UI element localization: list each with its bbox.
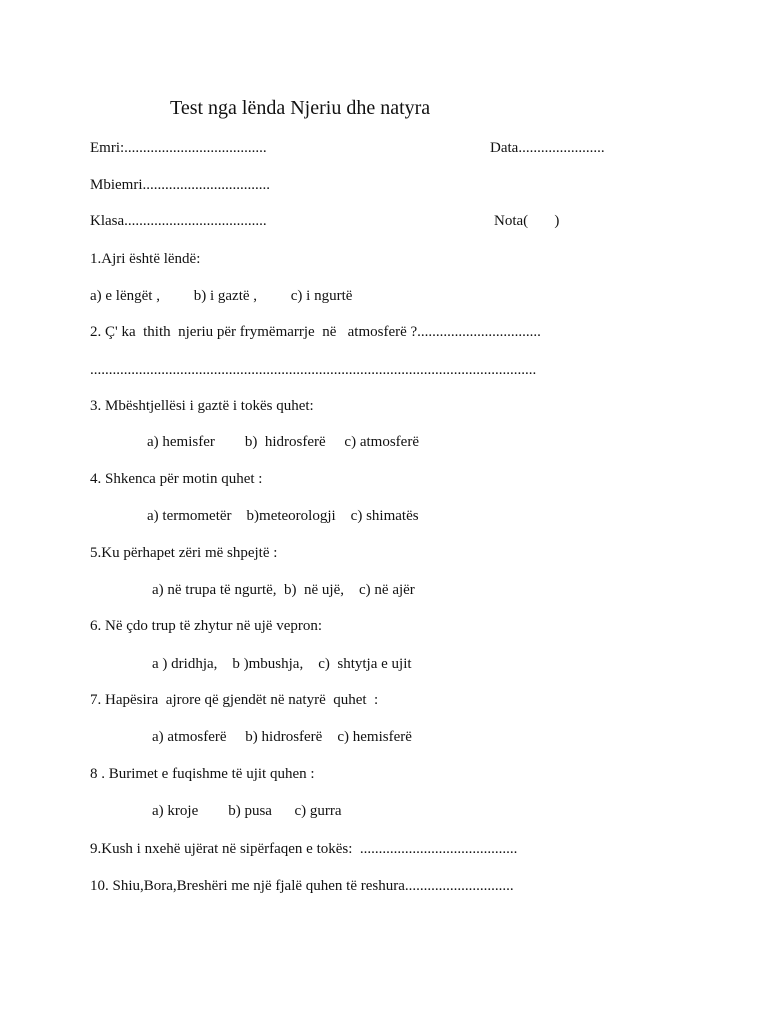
answer-line-2: ....................................................................................................................... xyxy=(90,362,537,378)
answers-3: a) hemisfer b) hidrosferë c) atmosferë xyxy=(147,434,419,450)
name-field: Emri:...................................... xyxy=(90,140,267,156)
answers-1: a) e lëngët , b) i gaztë , c) i ngurtë xyxy=(90,288,353,304)
question-7: 7. Hapësira ajrore që gjendët në natyrë quhet : xyxy=(90,692,379,708)
answers-7: a) atmosferë b) hidrosferë c) hemisferë xyxy=(152,729,412,745)
answers-8: a) kroje b) pusa c) gurra xyxy=(152,803,342,819)
question-6: 6. Në çdo trup të zhytur në ujë vepron: xyxy=(90,618,323,634)
grade-field: Nota( ) xyxy=(494,213,560,229)
question-4: 4. Shkenca për motin quhet : xyxy=(90,471,263,487)
answers-6: a ) dridhja, b )mbushja, c) shtytja e ujit xyxy=(152,656,412,672)
question-3: 3. Mbështjellësi i gaztë i tokës quhet: xyxy=(90,398,314,414)
document-title: Test nga lënda Njeriu dhe natyra xyxy=(170,97,431,119)
question-5: 5.Ku përhapet zëri më shpejtë : xyxy=(90,545,278,561)
class-field: Klasa...................................... xyxy=(90,213,267,229)
question-9: 9.Kush i nxehë ujërat në sipërfaqen e tokës: .......................................... xyxy=(90,841,518,857)
date-field: Data....................... xyxy=(490,140,605,156)
answers-5: a) në trupa të ngurtë, b) në ujë, c) në ajër xyxy=(152,582,415,598)
question-10: 10. Shiu,Bora,Breshëri me një fjalë quhen të reshura............................. xyxy=(90,878,514,894)
question-2: 2. Ç' ka thith njeriu për frymëmarrje në atmosferë ?................................. xyxy=(90,324,541,340)
question-8: 8 . Burimet e fuqishme të ujit quhen : xyxy=(90,766,315,782)
answers-4: a) termometër b)meteorologji c) shimatës xyxy=(147,508,419,524)
surname-field: Mbiemri.................................. xyxy=(90,177,270,193)
question-1: 1.Ajri është lëndë: xyxy=(90,251,201,267)
